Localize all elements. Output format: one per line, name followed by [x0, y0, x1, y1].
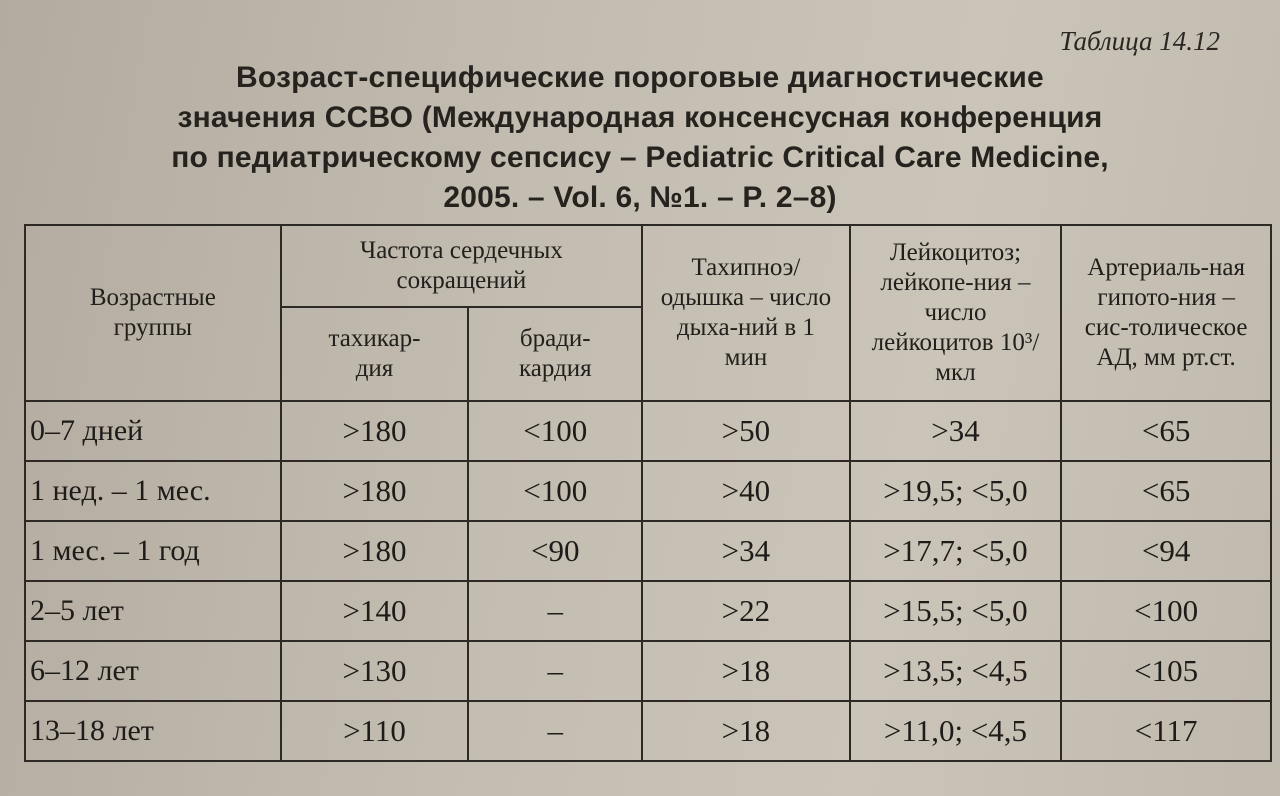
table-title [40, 58, 1240, 218]
table-row [25, 641, 1271, 701]
title-line: 2005. – Vol. 6, №1. – P. 2–8) [443, 181, 837, 214]
header-leukocytes: Лейкоцитоз; лейкопе-ния – число лейкоцитов 10³/мкл [850, 225, 1062, 401]
cell-bradycardia: <100 [468, 401, 642, 461]
table-row [25, 701, 1271, 761]
cell-leukocytes: >17,7; <5,0 [850, 521, 1062, 581]
table-row [25, 521, 1271, 581]
cell-tachycardia: >110 [281, 701, 469, 761]
cell-tachycardia: >130 [281, 641, 469, 701]
cell-hypotension: <105 [1061, 641, 1271, 701]
cell-tachypnea: >50 [642, 401, 849, 461]
cell-hypotension: <65 [1061, 461, 1271, 521]
cell-leukocytes: >11,0; <4,5 [850, 701, 1062, 761]
sirs-criteria-table [24, 224, 1272, 762]
cell-tachycardia: >140 [281, 581, 469, 641]
cell-leukocytes: >34 [850, 401, 1062, 461]
cell-age: 0–7 дней [25, 401, 281, 461]
cell-age: 6–12 лет [25, 641, 281, 701]
cell-tachypnea: >18 [642, 701, 849, 761]
cell-tachypnea: >40 [642, 461, 849, 521]
cell-leukocytes: >19,5; <5,0 [850, 461, 1062, 521]
cell-age: 1 нед. – 1 мес. [25, 461, 281, 521]
cell-hypotension: <117 [1061, 701, 1271, 761]
table-row [25, 581, 1271, 641]
table-number: Таблица 14.12 [1059, 26, 1220, 56]
cell-age: 2–5 лет [25, 581, 281, 641]
table-body [25, 401, 1271, 761]
cell-leukocytes: >15,5; <5,0 [850, 581, 1062, 641]
cell-leukocytes: >13,5; <4,5 [850, 641, 1062, 701]
table-row [25, 461, 1271, 521]
header-heart-rate: Частота сердечных сокращений [281, 225, 643, 307]
header-bradycardia: бради-кардия [468, 307, 642, 401]
table-row [25, 401, 1271, 461]
cell-tachypnea: >22 [642, 581, 849, 641]
cell-hypotension: <94 [1061, 521, 1271, 581]
title-line: по педиатрическому сепсису – Pediatric Critical Care Medicine, [171, 141, 1109, 174]
cell-bradycardia: <90 [468, 521, 642, 581]
header-hypotension: Артериаль-ная гипото-ния – сис-толическое АД, мм рт.ст. [1061, 225, 1271, 401]
cell-tachypnea: >34 [642, 521, 849, 581]
cell-tachypnea: >18 [642, 641, 849, 701]
header-tachycardia: тахикар-дия [281, 307, 469, 401]
cell-bradycardia: – [468, 701, 642, 761]
cell-hypotension: <100 [1061, 581, 1271, 641]
cell-bradycardia: <100 [468, 461, 642, 521]
cell-age: 13–18 лет [25, 701, 281, 761]
cell-bradycardia: – [468, 581, 642, 641]
cell-tachycardia: >180 [281, 521, 469, 581]
cell-tachycardia: >180 [281, 401, 469, 461]
cell-hypotension: <65 [1061, 401, 1271, 461]
header-age-groups: Возрастные группы [25, 225, 281, 401]
title-line: Возраст-специфические пороговые диагностические [236, 61, 1044, 94]
cell-tachycardia: >180 [281, 461, 469, 521]
title-line: значения ССВО (Международная консенсусная конференция [177, 101, 1103, 134]
cell-bradycardia: – [468, 641, 642, 701]
header-tachypnea: Тахипноэ/ одышка – число дыха-ний в 1 мин [642, 225, 849, 401]
cell-age: 1 мес. – 1 год [25, 521, 281, 581]
